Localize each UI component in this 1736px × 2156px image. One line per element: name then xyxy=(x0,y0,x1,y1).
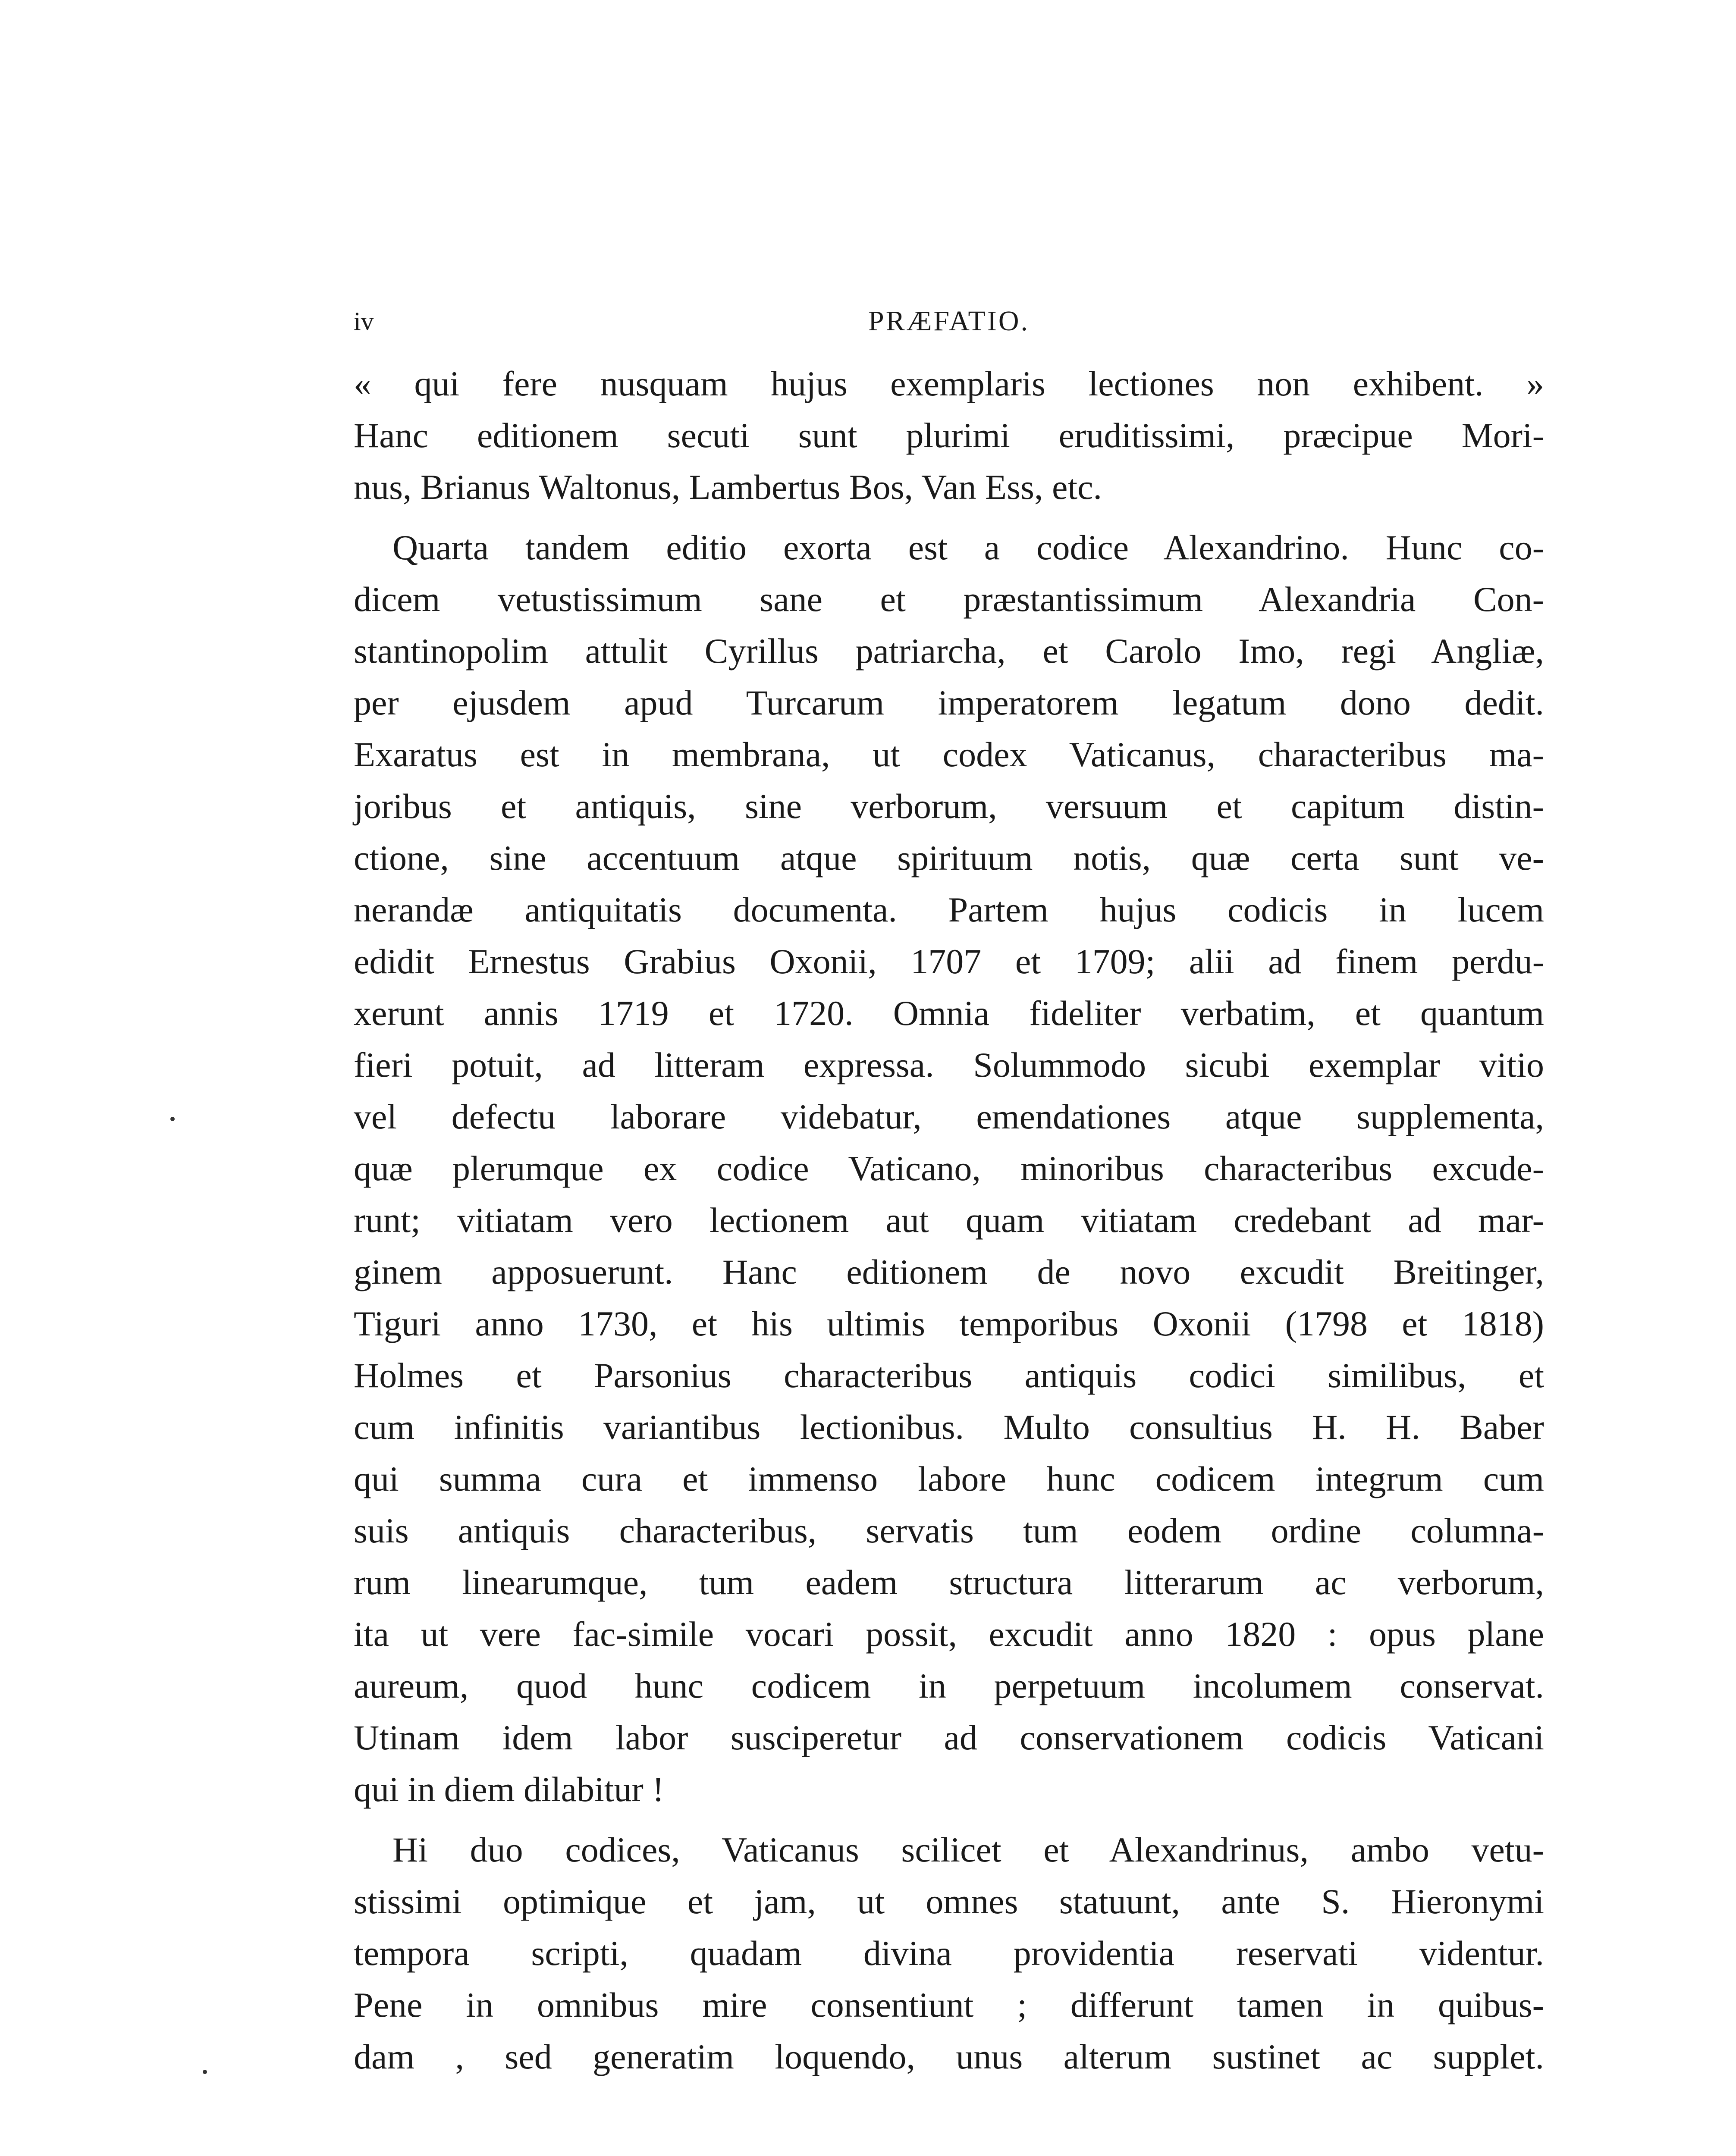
paragraph-gap xyxy=(354,1815,1544,1824)
text-line: joribus et antiquis, sine verborum, versuum et capitum distin- xyxy=(354,787,1544,826)
text-line: ginem apposuerunt. Hanc editionem de novo excudit Breitinger, xyxy=(354,1252,1544,1291)
text-line: vel defectu laborare videbatur, emendationes atque supplementa, xyxy=(354,1097,1544,1136)
text-line: edidit Ernestus Grabius Oxonii, 1707 et 1709; alii ad finem perdu- xyxy=(354,942,1544,981)
text-line: qui summa cura et immenso labore hunc codicem integrum cum xyxy=(354,1459,1544,1498)
text-line: Utinam idem labor susciperetur ad conservationem codicis Vaticani xyxy=(354,1718,1544,1757)
text-line: suis antiquis characteribus, servatis tum eodem ordine columna- xyxy=(354,1511,1544,1550)
text-line: Hi duo codices, Vaticanus scilicet et Alexandrinus, ambo vetu- xyxy=(392,1830,1544,1869)
text-line: xerunt annis 1719 et 1720. Omnia fideliter verbatim, et quantum xyxy=(354,993,1544,1033)
text-line: stissimi optimique et jam, ut omnes statuunt, ante S. Hieronymi xyxy=(354,1882,1544,1921)
text-line: per ejusdem apud Turcarum imperatorem legatum dono dedit. xyxy=(354,683,1544,722)
page-header xyxy=(354,302,1544,341)
text-line: fieri potuit, ad litteram expressa. Solummodo sicubi exemplar vitio xyxy=(354,1045,1544,1084)
text-line: stantinopolim attulit Cyrillus patriarcha, et Carolo Imo, regi Angliæ, xyxy=(354,631,1544,671)
text-line: nerandæ antiquitatis documenta. Partem hujus codicis in lucem xyxy=(354,890,1544,929)
text-line: Hanc editionem secuti sunt plurimi eruditissimi, præcipue Mori- xyxy=(354,416,1544,455)
paragraph-1 xyxy=(354,358,1544,513)
text-line: ita ut vere fac-simile vocari possit, excudit anno 1820 : opus plane xyxy=(354,1614,1544,1654)
paragraph-gap xyxy=(354,513,1544,522)
text-line: runt; vitiatam vero lectionem aut quam vitiatam credebant ad mar- xyxy=(354,1200,1544,1240)
text-line: nus, Brianus Waltonus, Lambertus Bos, Van Ess, etc. xyxy=(354,467,1102,507)
scan-speck xyxy=(203,2070,207,2074)
page-number: iv xyxy=(354,307,374,335)
running-head: PRÆFATIO. xyxy=(868,305,1030,337)
paragraph-2 xyxy=(354,522,1544,1815)
text-line: Holmes et Parsonius characteribus antiquis codici similibus, et xyxy=(354,1356,1544,1395)
text-line: Quarta tandem editio exorta est a codice Alexandrino. Hunc co- xyxy=(392,528,1544,567)
text-line: rum linearumque, tum eadem structura litterarum ac verborum, xyxy=(354,1563,1544,1602)
text-line: quæ plerumque ex codice Vaticano, minoribus characteribus excude- xyxy=(354,1149,1544,1188)
text-line: dicem vetustissimum sane et præstantissimum Alexandria Con- xyxy=(354,580,1544,619)
text-line: aureum, quod hunc codicem in perpetuum incolumem conservat. xyxy=(354,1666,1544,1705)
body-text xyxy=(354,358,1544,2083)
text-line: dam , sed generatim loquendo, unus alterum sustinet ac supplet. xyxy=(354,2037,1544,2076)
text-line: ctione, sine accentuum atque spirituum notis, quæ certa sunt ve- xyxy=(354,838,1544,877)
text-line: cum infinitis variantibus lectionibus. Multo consultius H. H. Baber xyxy=(354,1407,1544,1447)
text-line: qui in diem dilabitur ! xyxy=(354,1770,664,1809)
scan-speck xyxy=(170,1117,175,1121)
text-line: « qui fere nusquam hujus exemplaris lectiones non exhibent. » xyxy=(354,364,1544,403)
text-line: tempora scripti, quadam divina providentia reservati videntur. xyxy=(354,1934,1544,1973)
text-line: Pene in omnibus mire consentiunt ; differunt tamen in quibus- xyxy=(354,1985,1544,2024)
text-line: Tiguri anno 1730, et his ultimis temporibus Oxonii (1798 et 1818) xyxy=(354,1304,1544,1343)
text-line: Exaratus est in membrana, ut codex Vaticanus, characteribus ma- xyxy=(354,735,1544,774)
paragraph-3 xyxy=(354,1824,1544,2083)
